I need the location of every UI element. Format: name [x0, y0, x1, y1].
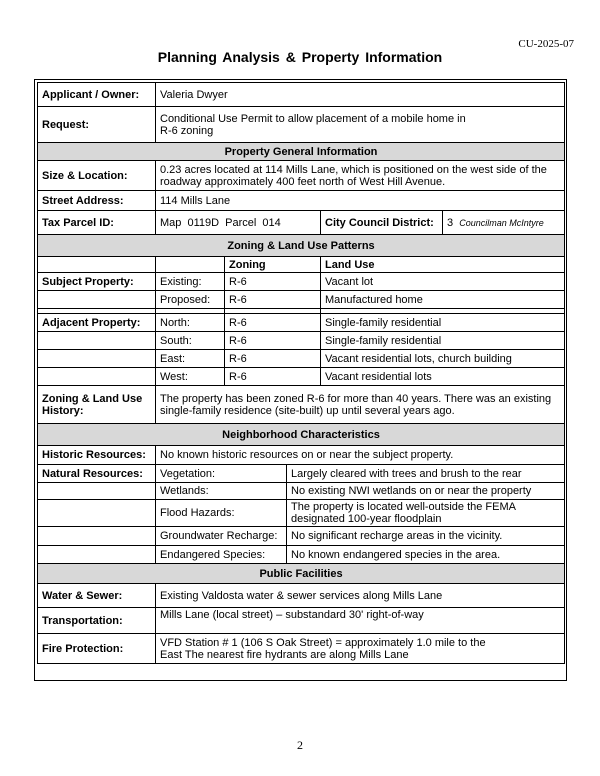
natural-resources-cell-cont: [38, 500, 156, 527]
zoning-row-use: Manufactured home: [321, 291, 565, 309]
page-number: 2: [297, 738, 303, 752]
section-general-title: Property General Information: [38, 143, 565, 161]
natural-row-vegetation: [38, 465, 565, 483]
request-value: [156, 107, 565, 143]
street-address-value: 114 Mills Lane: [156, 191, 565, 211]
council-district-label: City Council District:: [321, 211, 443, 235]
zoning-history-label: [38, 386, 156, 424]
request-line-1: Conditional Use Permit to allow placement of a mobile home in: [160, 112, 466, 125]
tax-parcel-value: Map 0119D Parcel 014: [156, 211, 321, 235]
natural-row-flood: [38, 500, 565, 527]
zoning-row-zone: R-6: [225, 273, 321, 291]
natural-row-endangered: [38, 546, 565, 564]
zoning-row-south: [38, 332, 565, 350]
section-zoning-title: Zoning & Land Use Patterns: [38, 235, 565, 257]
zoning-row-existing: [38, 273, 565, 291]
natural-row-value: [287, 500, 565, 527]
zoning-row-use: Vacant residential lots: [321, 368, 565, 386]
landuse-column-header: Land Use: [321, 257, 565, 273]
transportation-value: Mills Lane (local street) – substandard 30' right-of-way: [156, 608, 565, 634]
natural-row-name: Endangered Species:: [156, 546, 287, 564]
size-location-value: [156, 161, 565, 191]
fire-line-1: VFD Station # 1 (106 S Oak Street) = approximately 1.0 mile to the: [160, 636, 486, 649]
section-facilities-header: [38, 564, 565, 584]
zoning-row-zone: R-6: [225, 332, 321, 350]
zoning-row-use: Single-family residential: [321, 314, 565, 332]
fire-line-2: East The nearest fire hydrants are along Mills Lane: [160, 648, 409, 661]
zoning-row-use: Vacant lot: [321, 273, 565, 291]
zoning-header-blank: [38, 257, 156, 273]
zoning-row-proposed: [38, 291, 565, 309]
subject-property-cell-cont: [38, 291, 156, 309]
size-location-row: [38, 161, 565, 191]
zoning-row-use: Vacant residential lots, church building: [321, 350, 565, 368]
zoning-row-label: Existing:: [156, 273, 225, 291]
street-address-label: Street Address:: [38, 191, 156, 211]
water-sewer-value: Existing Valdosta water & sewer services along Mills Lane: [156, 584, 565, 608]
zoning-history-value: [156, 386, 565, 424]
flood-line-1: The property is located well-outside the FEMA: [291, 501, 516, 513]
transportation-label: Transportation:: [38, 608, 156, 634]
natural-row-value: Largely cleared with trees and brush to the rear: [287, 465, 565, 483]
zoning-row-north: [38, 314, 565, 332]
historic-resources-value: No known historic resources on or near the subject property.: [156, 446, 565, 465]
natural-row-value: No known endangered species in the area.: [287, 546, 565, 564]
zoning-row-east: [38, 350, 565, 368]
history-line-2: single-family residence (site-built) up until several years ago.: [160, 404, 455, 417]
natural-resources-cell-cont: [38, 546, 156, 564]
zoning-row-zone: R-6: [225, 368, 321, 386]
history-line-1: The property has been zoned R-6 for more than 40 years. There was an existing: [160, 392, 552, 405]
property-info-table: [37, 82, 565, 664]
applicant-row: [38, 83, 565, 107]
tax-parcel-label: Tax Parcel ID:: [38, 211, 156, 235]
adjacent-property-label: Adjacent Property:: [38, 314, 156, 332]
zoning-column-header-row: [38, 257, 565, 273]
zoning-column-header: Zoning: [225, 257, 321, 273]
size-line-1: 0.23 acres located at 114 Mills Lane, which is positioned on the west side of the: [160, 163, 547, 176]
section-facilities-title: Public Facilities: [38, 564, 565, 584]
natural-row-groundwater: [38, 527, 565, 546]
zoning-row-label: Proposed:: [156, 291, 225, 309]
natural-row-name: Groundwater Recharge:: [156, 527, 287, 546]
adjacent-property-cell-cont: [38, 332, 156, 350]
transportation-row: [38, 608, 565, 634]
zoning-history-row: [38, 386, 565, 424]
zoning-row-label: East:: [156, 350, 225, 368]
section-general-header: [38, 143, 565, 161]
street-address-row: [38, 191, 565, 211]
zoning-row-use: Single-family residential: [321, 332, 565, 350]
adjacent-property-cell-cont: [38, 350, 156, 368]
zoning-row-zone: R-6: [225, 291, 321, 309]
request-row: [38, 107, 565, 143]
council-district-value: [443, 211, 565, 235]
request-label: Request:: [38, 107, 156, 143]
case-number: CU-2025-07: [518, 38, 574, 50]
natural-row-name: Wetlands:: [156, 483, 287, 500]
historic-resources-label: Historic Resources:: [38, 446, 156, 465]
subject-property-label: Subject Property:: [38, 273, 156, 291]
fire-protection-label: Fire Protection:: [38, 634, 156, 664]
zoning-row-zone: R-6: [225, 314, 321, 332]
zoning-row-west: [38, 368, 565, 386]
water-sewer-row: [38, 584, 565, 608]
zoning-row-label: West:: [156, 368, 225, 386]
section-neighborhood-title: Neighborhood Characteristics: [38, 424, 565, 446]
flood-line-2: designated 100-year floodplain: [291, 513, 442, 525]
request-line-2: R-6 zoning: [160, 124, 214, 137]
natural-row-value: No significant recharge areas in the vicinity.: [287, 527, 565, 546]
historic-resources-row: [38, 446, 565, 465]
section-zoning-header: [38, 235, 565, 257]
size-location-label: Size & Location:: [38, 161, 156, 191]
zoning-row-label: South:: [156, 332, 225, 350]
natural-resources-label: Natural Resources:: [38, 465, 156, 483]
natural-row-name: Flood Hazards:: [156, 500, 287, 527]
natural-resources-cell-cont: [38, 483, 156, 500]
natural-row-value: No existing NWI wetlands on or near the property: [287, 483, 565, 500]
zoning-history-label-1: Zoning & Land Use: [42, 392, 143, 405]
district-member: Councilman McIntyre: [459, 217, 544, 228]
zoning-history-label-2: History:: [42, 404, 84, 417]
natural-resources-cell-cont: [38, 527, 156, 546]
natural-row-name: Vegetation:: [156, 465, 287, 483]
adjacent-property-cell-cont: [38, 368, 156, 386]
section-neighborhood-header: [38, 424, 565, 446]
fire-protection-row: [38, 634, 565, 664]
size-line-2: roadway approximately 400 feet north of West Hill Avenue.: [160, 175, 446, 188]
tax-parcel-row: [38, 211, 565, 235]
page-title: Planning Analysis & Property Information: [157, 49, 443, 65]
water-sewer-label: Water & Sewer:: [38, 584, 156, 608]
zoning-row-label: North:: [156, 314, 225, 332]
district-number: 3: [447, 216, 454, 229]
zoning-row-zone: R-6: [225, 350, 321, 368]
fire-protection-value: [156, 634, 565, 664]
applicant-value: Valeria Dwyer: [156, 83, 565, 107]
natural-row-wetlands: [38, 483, 565, 500]
applicant-label: Applicant / Owner:: [38, 83, 156, 107]
zoning-header-blank-2: [156, 257, 225, 273]
